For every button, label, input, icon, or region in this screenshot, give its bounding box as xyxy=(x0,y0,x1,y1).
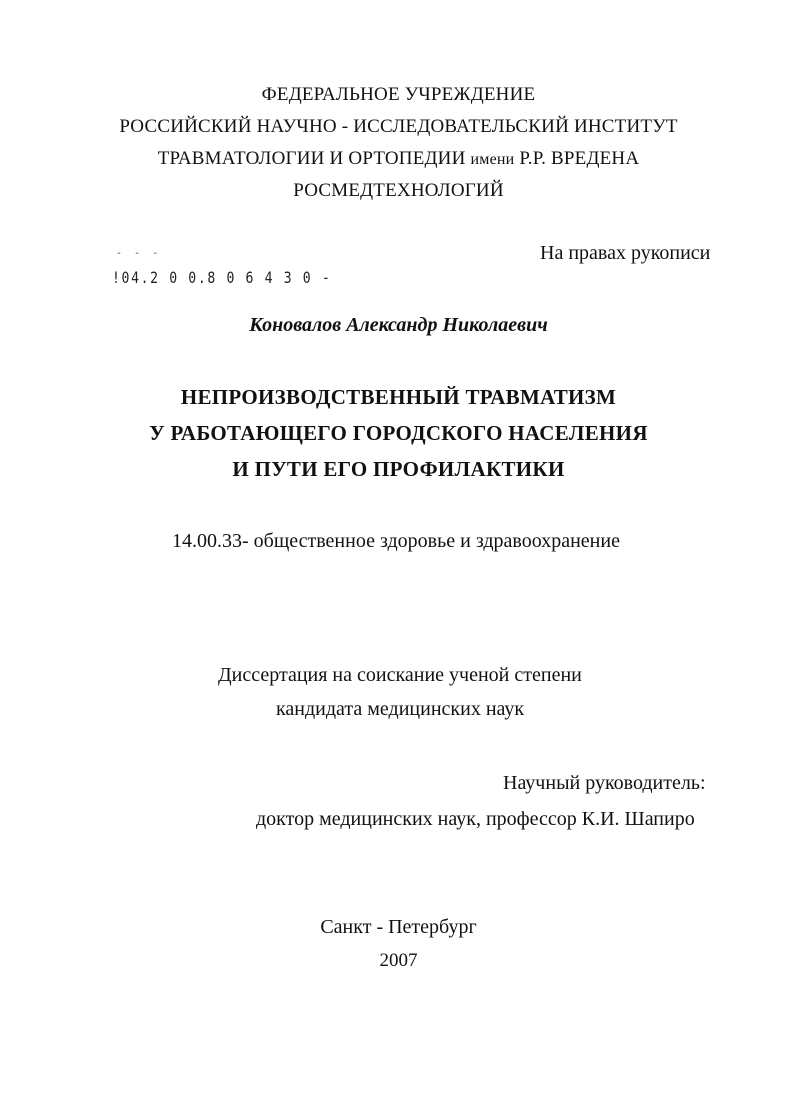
institution-line-2: РОССИЙСКИЙ НАУЧНО - ИССЛЕДОВАТЕЛЬСКИЙ ИНСТИТУТ xyxy=(119,116,678,137)
manuscript-note: На правах рукописи xyxy=(540,242,711,264)
stamp-number: !04.2 0 0.8 0 6 4 3 0 - xyxy=(112,268,332,287)
author-name: Коновалов Александр Николаевич xyxy=(249,314,548,336)
institution-line-3-part-3: Р.Р. ВРЕДЕНА xyxy=(519,148,640,169)
dissertation-line-2: кандидата медицинских наук xyxy=(276,698,525,720)
institution-line-3 xyxy=(0,148,797,170)
institution-line-4: РОСМЕДТЕХНОЛОГИЙ xyxy=(293,180,504,201)
title-line-3: И ПУТИ ЕГО ПРОФИЛАКТИКИ xyxy=(232,457,565,481)
title-line-2: У РАБОТАЮЩЕГО ГОРОДСКОГО НАСЕЛЕНИЯ xyxy=(149,421,648,445)
supervisor-name: доктор медицинских наук, профессор К.И. Шапиро xyxy=(256,808,695,830)
dissertation-line-1: Диссертация на соискание ученой степени xyxy=(218,664,582,686)
institution-line-3-part-1: ТРАВМАТОЛОГИИ И ОРТОПЕДИИ xyxy=(157,148,466,169)
city: Санкт - Петербург xyxy=(320,916,477,938)
supervisor-label: Научный руководитель: xyxy=(503,772,706,794)
institution-line-3-part-2: имени xyxy=(470,151,515,168)
institution-line-1: ФЕДЕРАЛЬНОЕ УЧРЕЖДЕНИЕ xyxy=(261,84,536,105)
title-line-1: НЕПРОИЗВОДСТВЕННЫЙ ТРАВМАТИЗМ xyxy=(180,385,617,409)
stamp-dots: - - - xyxy=(116,248,162,259)
year: 2007 xyxy=(379,950,418,971)
specialty: 14.00.33- общественное здоровье и здравоохранение xyxy=(172,530,620,552)
